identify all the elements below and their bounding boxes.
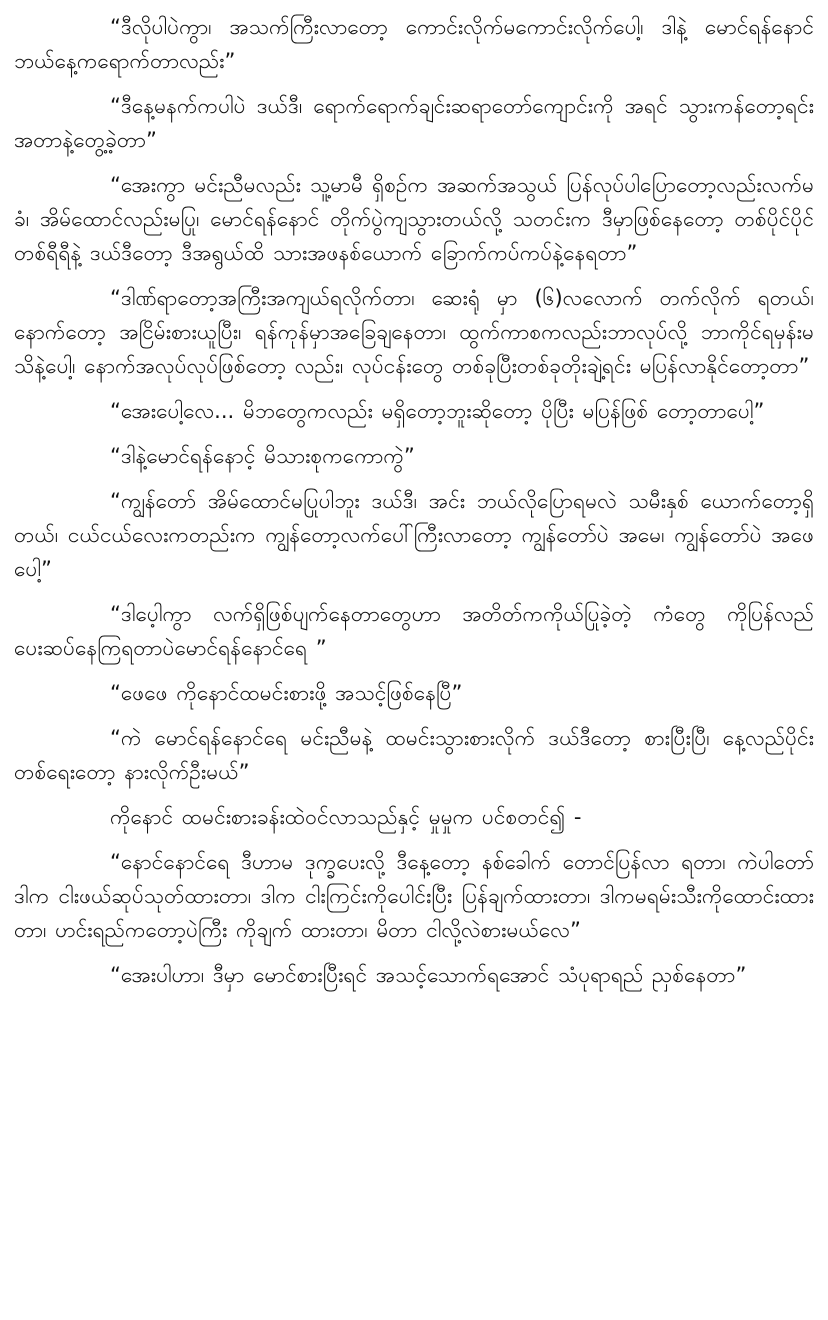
paragraph-1: “ဒီလိုပါပဲကွာ၊ အသက်ကြီးလာတော့ ကောင်းလိုက်မကောင်းလိုက်ပေါ့၊ ဒါနဲ့ မောင်ရန်နောင် ဘယ်နေ့ကရောက်တာလည်း”	[14, 15, 814, 73]
paragraph-10: “ကဲ မောင်ရန်နောင်ရေ မင်းညီမနဲ့ ထမင်းသွားစားလိုက် ဒယ်ဒီတော့ စားပြီးပြီ၊ နေ့လည်ပိုင်း တစ်ရေးတော့ နားလိုက်ဦးမယ်”	[14, 726, 814, 784]
paragraph-9: “ဖေဖေ ကိုနောင်ထမင်းစားဖို့ အသင့်ဖြစ်နေပြီ”	[110, 681, 463, 705]
paragraph-8: “ဒါပေ့ါကွာ လက်ရှိဖြစ်ပျက်နေတာတွေဟာ အတိတ်ကကိုယ်ပြုခဲ့တဲ့ ကံတွေ ကိုပြန်လည်ပေးဆပ်နေကြရတာပဲမောင်ရန်နောင်ရေ ”	[14, 602, 814, 660]
paragraph-4: “ဒါဏ်ရာတော့အကြီးအကျယ်ရလိုက်တာ၊ ဆေးရုံ မှာ (၆)လလောက် တက်လိုက် ရတယ်၊ နောက်တော့ အငြိမ်းစားယူပြီး၊ ရန်ကုန်မှာအခြေချနေတာ၊ ထွက်ကာစကလည်းဘာလုပ်လို့ ဘာကိုင်ရမှန်းမသိနဲ့ပေါ့၊ နောက်အလုပ်လုပ်ဖြစ်တော့ လည်း၊ လုပ်ငန်းတွေ တစ်ခုပြီးတစ်ခုတိုးချဲ့ရင်း မပြန်လာနိုင်တော့တာ”	[14, 286, 814, 378]
paragraph-13: “အေးပါဟာ၊ ဒီမှာ မောင်စားပြီးရင် အသင့်သောက်ရအောင် သံပုရာရည် ညှစ်နေတာ”	[110, 963, 747, 987]
paragraph-11: ကိုနောင် ထမင်းစားခန်းထဲဝင်လာသည်နှင့် မှုမှုက ပင်စတင်၍ -	[110, 805, 582, 829]
paragraph-3: “အေးကွာ မင်းညီမလည်း သူ့မာမီ ရှိစဥ်က အဆက်အသွယ် ပြန်လုပ်ပါပြောတော့လည်းလက်မခံ၊ အိမ်ထောင်လည်းမပြု၊ မောင်ရန်နောင် တိုက်ပွဲကျသွားတယ်လို့ သတင်းက ဒီမှာဖြစ်နေတော့ တစ်ပိုင်ပိုင်တစ်ရီရီနဲ့ ဒယ်ဒီတော့ ဒီအရွယ်ထိ သားအဖနစ်ယောက် ခြောက်ကပ်ကပ်နဲ့နေရတာ”	[14, 173, 814, 265]
paragraph-7: “ကျွန်တော် အိမ်ထောင်မပြုပါဘူး ဒယ်ဒီ၊ အင်း ဘယ်လိုပြောရမလဲ သမီးနှစ် ယောက်တော့ရှိတယ်၊ ငယ်ငယ်လေးကတည်းက ကျွန်တော့လက်ပေါ်ကြီးလာတော့ ကျွန်တော်ပဲ အမေ၊ ကျွန်တော်ပဲ အဖေပေါ့”	[14, 489, 814, 581]
paragraph-5: “အေးပေါ့လေ... မိဘတွေကလည်း မရှိတော့ဘူးဆိုတော့ ပိုပြီး မပြန်ဖြစ် တော့တာပေါ့”	[110, 399, 765, 423]
paragraph-12: “နောင်နောင်ရေ ဒီဟာမ ဒုက္ခပေးလို့ ဒီနေ့တော့ နစ်ခေါက် တောင်ပြန်လာ ရတာ၊ ကဲပါတော် ဒါက ငါးဖယ်ဆုပ်သုတ်ထားတာ၊ ဒါက ငါးကြင်းကိုပေါင်းပြီး ပြန်ချက်ထားတာ၊ ဒါကမရမ်းသီးကိုထောင်းထားတာ၊ ဟင်းရည်ကတော့ပဲကြီး ကိုချက် ထားတာ၊ မိတာ ငါလို့လဲစားမယ်လေ”	[14, 850, 814, 942]
paragraph-6: “ဒါနဲ့မောင်ရန်နောင့် မိသားစုကကောကွဲ”	[110, 444, 415, 468]
paragraph-2: “ဒီနေ့မနက်ကပါပဲ ဒယ်ဒီ၊ ရောက်ရောက်ချင်းဆရာတော်ကျောင်းကို အရင် သွားကန်တော့ရင်း အတာနဲ့တွေ့ခဲ့တာ”	[14, 94, 814, 152]
